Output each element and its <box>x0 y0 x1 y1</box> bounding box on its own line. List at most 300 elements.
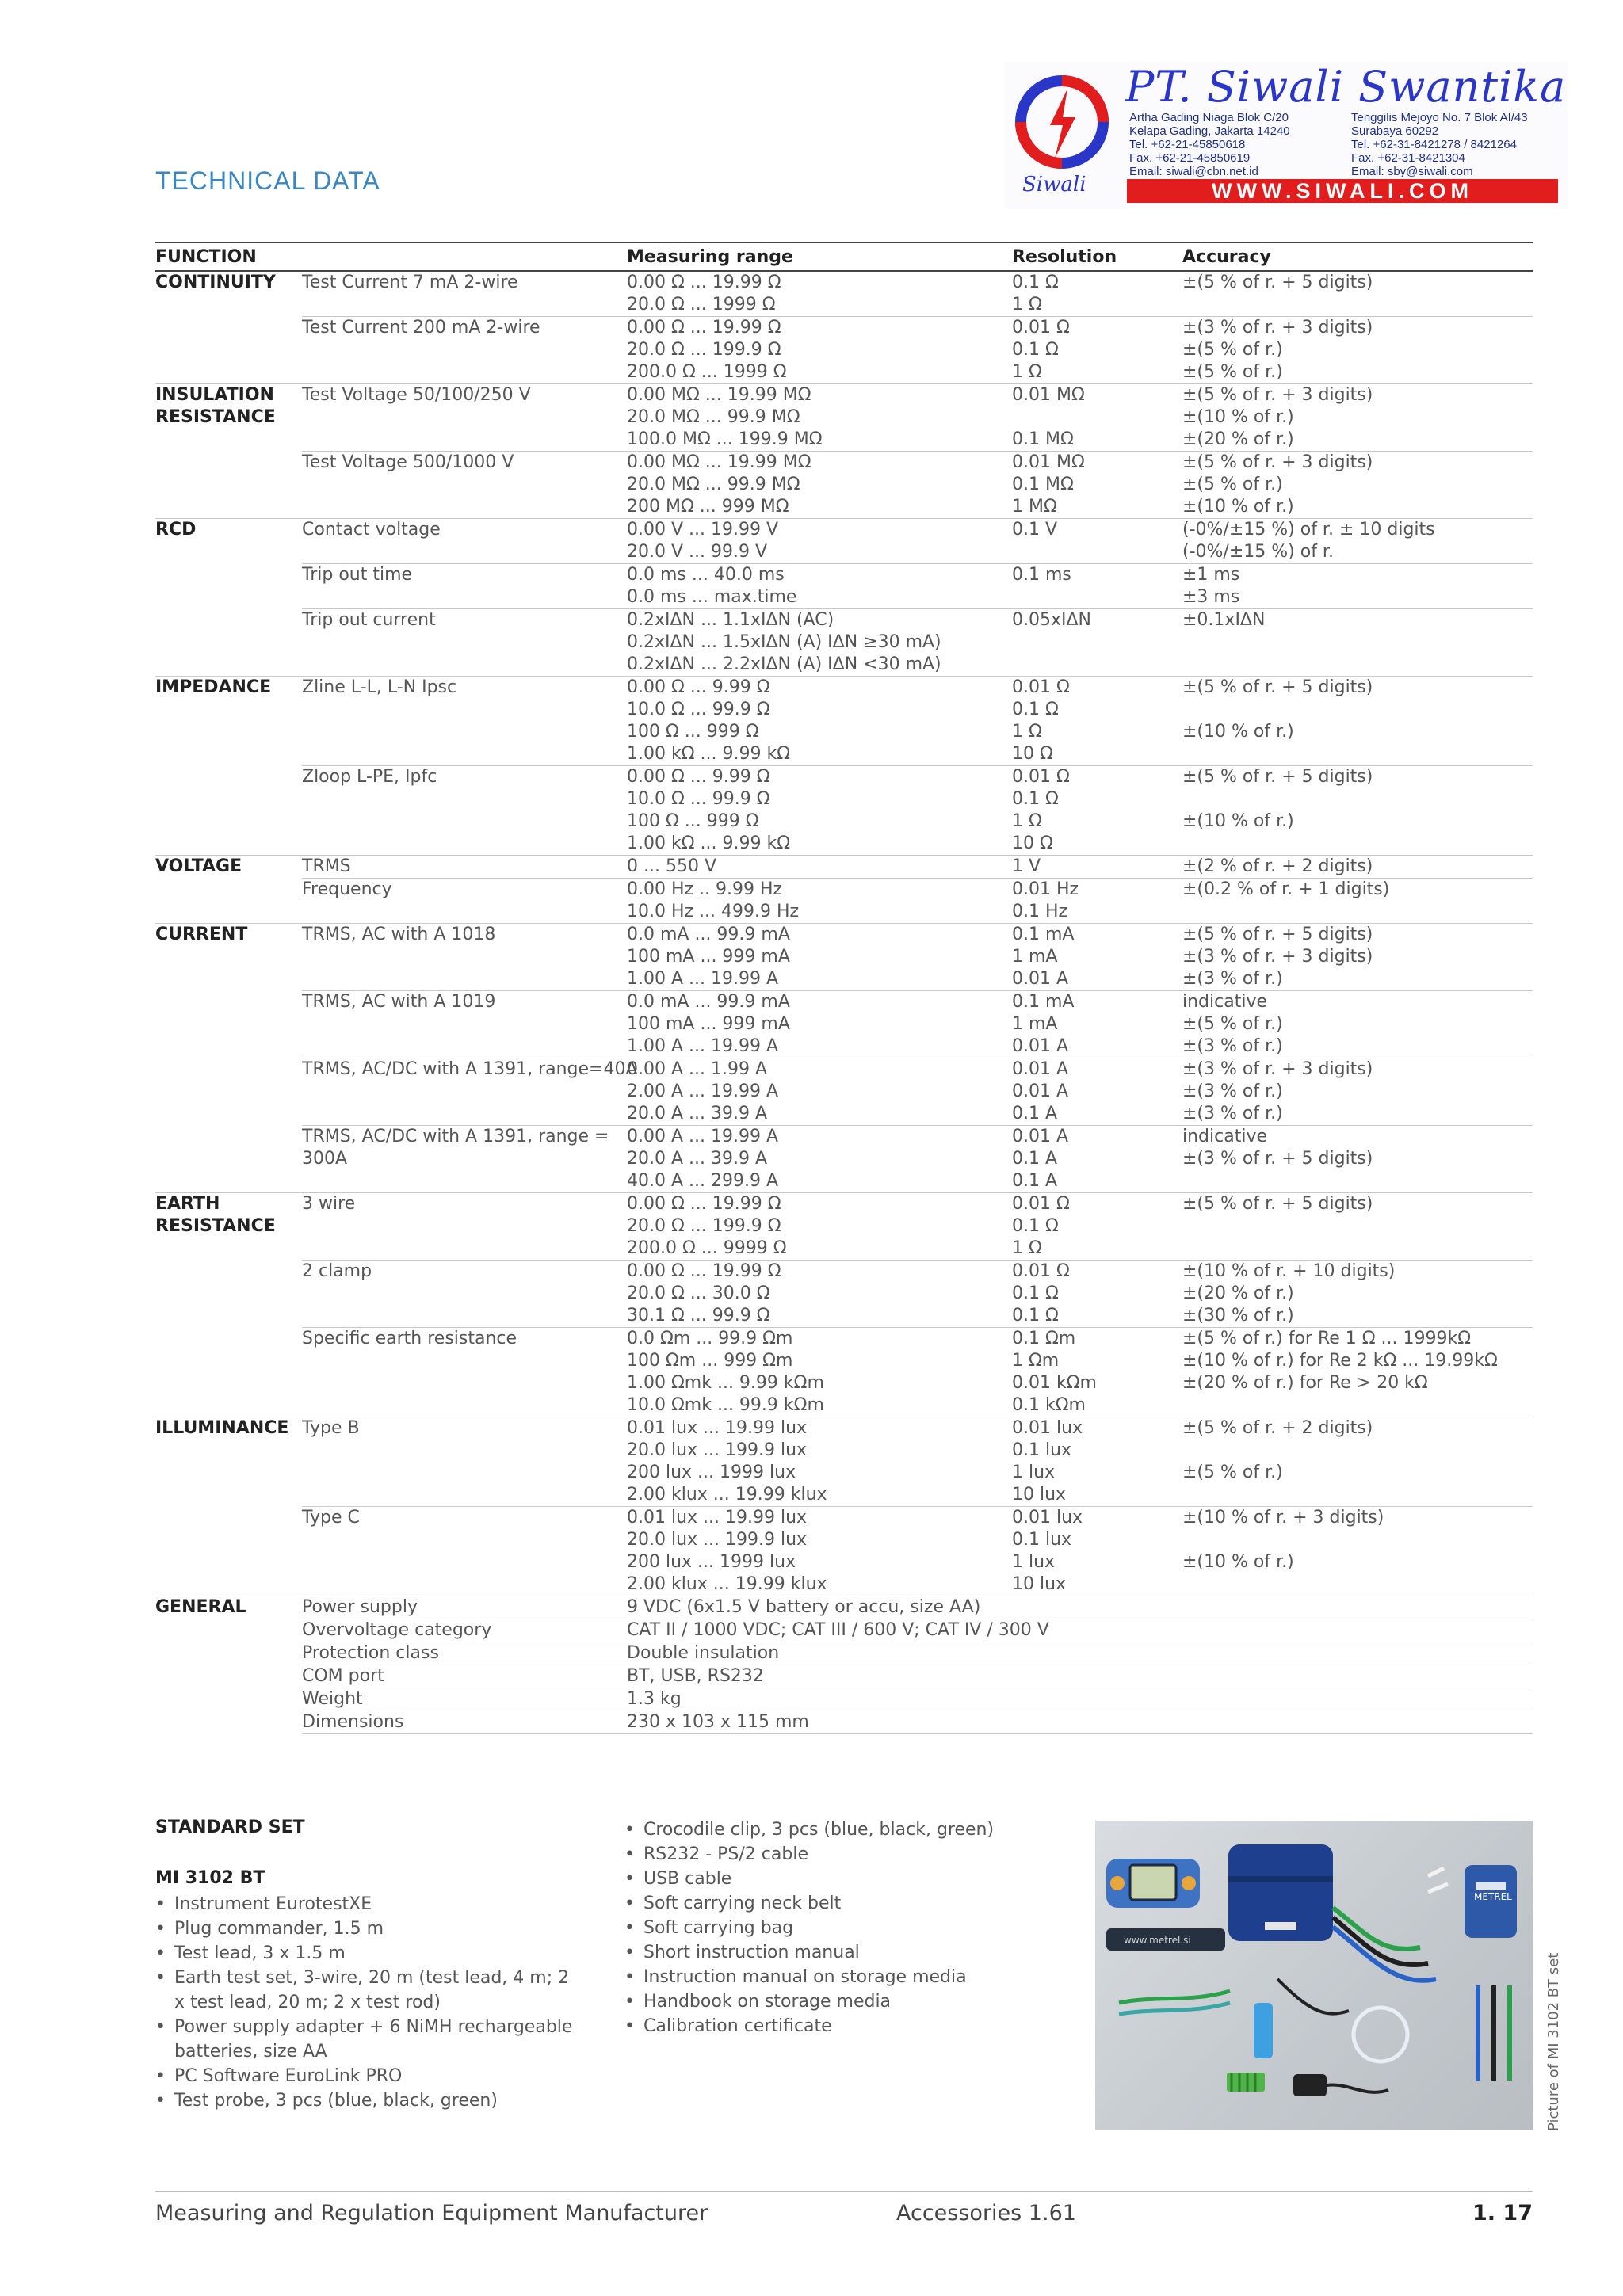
range-line: 20.0 MΩ ... 99.9 MΩ <box>627 407 800 427</box>
range-line: 0.00 MΩ ... 19.99 MΩ <box>627 452 812 472</box>
range-line: 2.00 klux ... 19.99 klux <box>627 1485 827 1505</box>
accuracy-line: ±(5 % of r.) <box>1182 1014 1283 1034</box>
table-row <box>155 1126 1533 1193</box>
accuracy-line: ±(5 % of r. + 2 digits) <box>1182 1418 1373 1438</box>
resolution-line: 1 Ω <box>1012 1238 1042 1258</box>
list-item: • Soft carrying bag <box>624 1916 1068 1940</box>
model-title: MI 3102 BT <box>155 1868 265 1888</box>
range-line: 100 Ωm ... 999 Ωm <box>627 1351 793 1371</box>
resolution-line: 10 lux <box>1012 1574 1067 1594</box>
parameter-line: Zloop L-PE, Ipfc <box>302 767 437 787</box>
resolution-cell <box>1012 1417 1182 1507</box>
function-group <box>155 1688 302 1711</box>
range-line: 0.00 Ω ... 9.99 Ω <box>627 767 770 787</box>
function-group-word: ILLUMINANCE <box>155 1418 289 1438</box>
function-group <box>155 271 302 317</box>
resolution-line: 10 lux <box>1012 1485 1067 1505</box>
resolution-line: 0.01 A <box>1012 1127 1069 1146</box>
parameter-cell <box>302 856 627 879</box>
range-line: 20.0 lux ... 199.9 lux <box>627 1530 808 1550</box>
resolution-cell <box>1012 991 1182 1058</box>
general-row <box>155 1665 1533 1688</box>
accuracy-cell <box>1182 271 1533 317</box>
list-item: • Plug commander, 1.5 m <box>155 1917 583 1941</box>
resolution-line: 0.1 Ω <box>1012 1283 1059 1303</box>
range-line: 0.0 mA ... 99.9 mA <box>627 925 790 944</box>
resolution-line: 0.01 A <box>1012 1081 1069 1101</box>
parameter-line: Zline L-L, L-N Ipsc <box>302 677 457 697</box>
resolution-line: 0.01 Ω <box>1012 1261 1070 1281</box>
parameter-cell <box>302 1328 627 1417</box>
range-line: 2.00 klux ... 19.99 klux <box>627 1574 827 1594</box>
range-cell <box>627 1193 1012 1261</box>
resolution-line: 1 mA <box>1012 947 1058 967</box>
range-line: 200.0 Ω ... 9999 Ω <box>627 1238 787 1258</box>
accuracy-line: ±(3 % of r.) <box>1182 969 1283 989</box>
resolution-line: 0.1 A <box>1012 1149 1058 1169</box>
function-group <box>155 1261 302 1328</box>
resolution-line <box>1012 631 1182 654</box>
table-row <box>155 1328 1533 1417</box>
company-logo-icon <box>1010 73 1113 176</box>
accuracy-cell <box>1182 609 1533 677</box>
table-row <box>155 924 1533 991</box>
function-group-word: RESISTANCE <box>155 407 276 427</box>
resolution-line: 1 Ω <box>1012 295 1042 315</box>
parameter-cell <box>302 1507 627 1596</box>
accuracy-line: ±(10 % of r.) <box>1182 811 1294 831</box>
accuracy-cell <box>1182 991 1533 1058</box>
accuracy-cell <box>1182 1193 1533 1261</box>
accuracy-cell <box>1182 384 1533 452</box>
range-cell <box>627 384 1012 452</box>
accuracy-line: ±(20 % of r.) for Re > 20 kΩ <box>1182 1373 1428 1393</box>
company-name: PT. Siwali Swantika <box>1125 62 1567 112</box>
range-line: 20.0 A ... 39.9 A <box>627 1149 768 1169</box>
table-row <box>155 519 1533 564</box>
function-group-word: EARTH <box>155 1194 220 1214</box>
parameter-cell <box>302 452 627 519</box>
parameter-line: Test Current 7 mA 2-wire <box>302 273 518 292</box>
range-cell <box>627 1261 1012 1328</box>
resolution-line <box>1012 406 1182 429</box>
range-cell <box>627 856 1012 879</box>
accuracy-line: ±(3 % of r. + 3 digits) <box>1182 318 1373 338</box>
table-header-row <box>155 242 1533 271</box>
accuracy-cell <box>1182 564 1533 609</box>
function-group <box>155 1507 302 1596</box>
parameter-line: Frequency <box>302 879 392 899</box>
resolution-line: 0.1 MΩ <box>1012 429 1074 449</box>
range-line: 0.2xIΔN ... 1.1xIΔN (AC) <box>627 610 834 630</box>
accuracy-line <box>1182 1573 1533 1596</box>
range-cell <box>627 452 1012 519</box>
range-cell <box>627 519 1012 564</box>
accuracy-cell <box>1182 677 1533 766</box>
resolution-line: 0.01 lux <box>1012 1418 1083 1438</box>
resolution-line: 0.01 lux <box>1012 1508 1083 1527</box>
accuracy-cell <box>1182 1328 1533 1417</box>
range-line: 10.0 Ω ... 99.9 Ω <box>627 789 770 809</box>
resolution-cell <box>1012 1507 1182 1596</box>
resolution-cell <box>1012 1193 1182 1261</box>
function-group <box>155 677 302 766</box>
list-item: • USB cable <box>624 1867 1068 1891</box>
accuracy-line: ±(5 % of r. + 3 digits) <box>1182 452 1373 472</box>
table-row <box>155 1193 1533 1261</box>
parameter-line: Specific earth resistance <box>302 1329 517 1348</box>
general-value: 9 VDC (6x1.5 V battery or accu, size AA) <box>627 1596 1533 1619</box>
range-line: 0.0 mA ... 99.9 mA <box>627 992 790 1012</box>
general-value: 230 x 103 x 115 mm <box>627 1711 1533 1734</box>
range-line: 1.00 A ... 19.99 A <box>627 1036 779 1056</box>
accuracy-cell <box>1182 317 1533 384</box>
range-line: 0.00 Ω ... 19.99 Ω <box>627 1194 781 1214</box>
accuracy-line <box>1182 1440 1533 1462</box>
resolution-line: 1 mA <box>1012 1014 1058 1034</box>
range-line: 1.00 kΩ ... 9.99 kΩ <box>627 744 791 764</box>
resolution-line: 10 Ω <box>1012 833 1053 853</box>
range-cell <box>627 991 1012 1058</box>
parameter-cell <box>302 519 627 564</box>
list-item: • Calibration certificate <box>624 2014 1068 2039</box>
accuracy-line: ±(3 % of r. + 3 digits) <box>1182 947 1373 967</box>
resolution-cell <box>1012 1126 1182 1193</box>
parameter-line: Type B <box>302 1418 360 1438</box>
range-line: 0.00 A ... 1.99 A <box>627 1059 768 1079</box>
resolution-line: 0.1 A <box>1012 1171 1058 1191</box>
general-label: COM port <box>302 1665 627 1688</box>
col-header-parameter <box>302 242 627 271</box>
website-banner[interactable]: WWW.SIWALI.COM <box>1127 179 1558 203</box>
general-label: Protection class <box>302 1642 627 1665</box>
product-set-photo <box>1095 1821 1533 2130</box>
general-label: Weight <box>302 1688 627 1711</box>
range-line: 20.0 lux ... 199.9 lux <box>627 1440 808 1460</box>
accuracy-line <box>1182 833 1533 855</box>
resolution-cell <box>1012 271 1182 317</box>
table-row <box>155 384 1533 452</box>
range-line: 200 MΩ ... 999 MΩ <box>627 497 789 517</box>
accuracy-line: indicative <box>1182 992 1268 1012</box>
resolution-line <box>1012 541 1182 563</box>
table-row <box>155 1261 1533 1328</box>
accuracy-line: ±(10 % of r.) <box>1182 407 1294 427</box>
range-line: 0.0 Ωm ... 99.9 Ωm <box>627 1329 793 1348</box>
range-line: 0.00 Ω ... 19.99 Ω <box>627 318 781 338</box>
parameter-line: Contact voltage <box>302 520 441 540</box>
function-group <box>155 924 302 991</box>
function-group <box>155 519 302 564</box>
accuracy-cell <box>1182 1058 1533 1126</box>
accuracy-cell <box>1182 924 1533 991</box>
resolution-line: 0.01 Ω <box>1012 767 1070 787</box>
table-row <box>155 1058 1533 1126</box>
resolution-line <box>1012 586 1182 608</box>
function-group <box>155 879 302 924</box>
function-group <box>155 1193 302 1261</box>
resolution-line: 0.01 Ω <box>1012 677 1070 697</box>
range-cell <box>627 317 1012 384</box>
parameter-cell <box>302 924 627 991</box>
list-item: • PC Software EuroLink PRO <box>155 2064 583 2088</box>
range-line: 100 mA ... 999 mA <box>627 947 790 967</box>
resolution-cell <box>1012 856 1182 879</box>
table-row <box>155 609 1533 677</box>
general-label: Overvoltage category <box>302 1619 627 1642</box>
accuracy-line: ±(10 % of r.) <box>1182 497 1294 517</box>
parameter-cell <box>302 1126 627 1193</box>
standard-set-list-left <box>155 1892 583 2113</box>
range-line: 20.0 Ω ... 30.0 Ω <box>627 1283 770 1303</box>
resolution-cell <box>1012 564 1182 609</box>
range-line: 0.01 lux ... 19.99 lux <box>627 1418 808 1438</box>
resolution-line: 0.1 Ω <box>1012 1306 1059 1325</box>
accuracy-line: ±(5 % of r. + 5 digits) <box>1182 767 1373 787</box>
accuracy-line <box>1182 631 1533 654</box>
range-cell <box>627 1328 1012 1417</box>
accuracy-line <box>1182 743 1533 765</box>
range-line: 0.0 ms ... 40.0 ms <box>627 565 785 585</box>
function-group <box>155 1058 302 1126</box>
photo-brand-web-text: www.metrel.si <box>1124 1935 1191 1946</box>
range-line: 0.00 MΩ ... 19.99 MΩ <box>627 385 812 405</box>
resolution-line <box>1012 654 1182 676</box>
resolution-line: 0.1 MΩ <box>1012 475 1074 494</box>
list-item: • Test lead, 3 x 1.5 m <box>155 1941 583 1966</box>
range-line: 30.1 Ω ... 99.9 Ω <box>627 1306 770 1325</box>
range-line: 20.0 Ω ... 1999 Ω <box>627 295 776 315</box>
function-group-word: CURRENT <box>155 925 248 944</box>
resolution-line: 0.1 Ω <box>1012 700 1059 719</box>
accuracy-line: ±1 ms <box>1182 565 1240 585</box>
list-item: • Earth test set, 3-wire, 20 m (test lead, 4 m; 2 x test lead, 20 m; 2 x test rod) <box>155 1966 583 2015</box>
range-line: 20.0 MΩ ... 99.9 MΩ <box>627 475 800 494</box>
range-line: 0.0 ms ... max.time <box>627 587 797 607</box>
photo-bag-brand-text: METREL <box>1474 1891 1512 1902</box>
resolution-line: 0.05xIΔN <box>1012 610 1091 630</box>
accuracy-line: ±(5 % of r.) <box>1182 362 1283 382</box>
resolution-line: 1 MΩ <box>1012 497 1057 517</box>
accuracy-line: ±(5 % of r. + 5 digits) <box>1182 273 1373 292</box>
accuracy-line: ±(20 % of r.) <box>1182 429 1294 449</box>
range-line: 200 lux ... 1999 lux <box>627 1552 796 1572</box>
range-line: 0 ... 550 V <box>627 856 716 876</box>
col-header-range: Measuring range <box>627 242 1012 271</box>
function-group <box>155 317 302 384</box>
list-item: • Instruction manual on storage media <box>624 1965 1068 1989</box>
resolution-line: 0.1 Ω <box>1012 340 1059 360</box>
resolution-line: 0.1 mA <box>1012 925 1075 944</box>
accuracy-cell <box>1182 1417 1533 1507</box>
resolution-line: 0.1 lux <box>1012 1440 1072 1460</box>
range-line: 1.00 kΩ ... 9.99 kΩ <box>627 833 791 853</box>
parameter-cell <box>302 317 627 384</box>
function-group <box>155 1417 302 1507</box>
table-row <box>155 879 1533 924</box>
range-line: 10.0 Ω ... 99.9 Ω <box>627 700 770 719</box>
function-group: GENERAL <box>155 1596 302 1619</box>
resolution-cell <box>1012 766 1182 856</box>
accuracy-line: ±(30 % of r.) <box>1182 1306 1294 1325</box>
accuracy-line <box>1182 699 1533 721</box>
resolution-cell <box>1012 519 1182 564</box>
accuracy-line: ±(5 % of r. + 5 digits) <box>1182 677 1373 697</box>
function-group-word: INSULATION <box>155 385 274 405</box>
range-cell <box>627 1417 1012 1507</box>
general-row <box>155 1688 1533 1711</box>
table-row <box>155 991 1533 1058</box>
parameter-cell <box>302 609 627 677</box>
accuracy-line <box>1182 1238 1533 1260</box>
accuracy-line: ±(3 % of r. + 5 digits) <box>1182 1149 1373 1169</box>
general-label: Power supply <box>302 1596 627 1619</box>
general-value: 1.3 kg <box>627 1688 1533 1711</box>
standard-set-list-right <box>624 1817 1068 2039</box>
table-row <box>155 856 1533 879</box>
range-line: 200.0 Ω ... 1999 Ω <box>627 362 787 382</box>
resolution-line: 0.01 Ω <box>1012 1194 1070 1214</box>
parameter-line: TRMS, AC with A 1018 <box>302 925 496 944</box>
resolution-line: 0.1 mA <box>1012 992 1075 1012</box>
accuracy-line <box>1182 1529 1533 1551</box>
function-group <box>155 384 302 452</box>
accuracy-line <box>1182 1215 1533 1238</box>
accuracy-line: ±(20 % of r.) <box>1182 1283 1294 1303</box>
resolution-line: 0.1 kΩm <box>1012 1395 1086 1415</box>
address-jakarta: Artha Gading Niaga Blok C/20 Kelapa Gading, Jakarta 14240 Tel. +62-21-45850618 Fax. +62-21-45850619 Email: siwali@cbn.net.id <box>1129 111 1290 178</box>
accuracy-line <box>1182 1170 1533 1192</box>
general-value: CAT II / 1000 VDC; CAT III / 600 V; CAT IV / 300 V <box>627 1619 1533 1642</box>
page-number: 1. 17 <box>1472 2201 1533 2225</box>
resolution-line: 0.01 MΩ <box>1012 452 1085 472</box>
function-group <box>155 452 302 519</box>
footer-section: Accessories 1.61 <box>896 2201 1076 2225</box>
technical-data-table <box>155 242 1533 1734</box>
parameter-cell <box>302 677 627 766</box>
accuracy-line: ±(3 % of r.) <box>1182 1036 1283 1056</box>
accuracy-line: ±(10 % of r. + 3 digits) <box>1182 1508 1384 1527</box>
range-line: 20.0 V ... 99.9 V <box>627 542 768 562</box>
function-group <box>155 609 302 677</box>
list-item: • Soft carrying neck belt <box>624 1891 1068 1916</box>
resolution-line: 1 Ω <box>1012 362 1042 382</box>
accuracy-cell <box>1182 856 1533 879</box>
accuracy-line <box>1182 788 1533 810</box>
accuracy-line: ±(0.2 % of r. + 1 digits) <box>1182 879 1390 899</box>
general-value: Double insulation <box>627 1642 1533 1665</box>
accuracy-line: ±(10 % of r. + 10 digits) <box>1182 1261 1396 1281</box>
accuracy-line: (-0%/±15 %) of r. <box>1182 542 1334 562</box>
range-cell <box>627 879 1012 924</box>
resolution-cell <box>1012 452 1182 519</box>
table-row <box>155 452 1533 519</box>
parameter-line: Test Current 200 mA 2-wire <box>302 318 540 338</box>
accuracy-line: ±(5 % of r. + 3 digits) <box>1182 385 1373 405</box>
function-group <box>155 856 302 879</box>
range-line: 100 Ω ... 999 Ω <box>627 722 759 742</box>
table-row <box>155 317 1533 384</box>
list-item: • Test probe, 3 pcs (blue, black, green) <box>155 2088 583 2113</box>
range-line: 0.2xIΔN ... 1.5xIΔN (A) IΔN ≥30 mA) <box>627 632 941 652</box>
function-group-word: RCD <box>155 520 197 540</box>
resolution-cell <box>1012 1261 1182 1328</box>
accuracy-line: ±(5 % of r. + 5 digits) <box>1182 1194 1373 1214</box>
resolution-line: 0.1 Ωm <box>1012 1329 1076 1348</box>
resolution-line: 0.01 MΩ <box>1012 385 1085 405</box>
accuracy-cell <box>1182 1126 1533 1193</box>
accuracy-line: (-0%/±15 %) of r. ± 10 digits <box>1182 520 1435 540</box>
table-row <box>155 1417 1533 1507</box>
range-line: 10.0 Ωmk ... 99.9 kΩm <box>627 1395 824 1415</box>
range-line: 2.00 A ... 19.99 A <box>627 1081 779 1101</box>
general-value: BT, USB, RS232 <box>627 1665 1533 1688</box>
range-line: 40.0 A ... 299.9 A <box>627 1171 779 1191</box>
range-line: 0.00 Ω ... 19.99 Ω <box>627 273 781 292</box>
accuracy-line: ±(10 % of r.) for Re 2 kΩ ... 19.99kΩ <box>1182 1351 1498 1371</box>
resolution-line: 0.01 Hz <box>1012 879 1079 899</box>
resolution-line: 0.1 Ω <box>1012 273 1059 292</box>
range-line: 0.00 V ... 19.99 V <box>627 520 779 540</box>
list-item: • Instrument EurotestXE <box>155 1892 583 1917</box>
function-group-word: VOLTAGE <box>155 856 242 876</box>
col-header-accuracy: Accuracy <box>1182 242 1533 271</box>
parameter-cell <box>302 564 627 609</box>
parameter-line: TRMS <box>302 856 351 876</box>
accuracy-cell <box>1182 1261 1533 1328</box>
resolution-line: 0.01 A <box>1012 1059 1069 1079</box>
accuracy-line <box>1182 1484 1533 1506</box>
parameter-cell <box>302 1261 627 1328</box>
resolution-line: 0.1 Ω <box>1012 789 1059 809</box>
function-group <box>155 1711 302 1734</box>
range-line: 1.00 A ... 19.99 A <box>627 969 779 989</box>
accuracy-line: ±(5 % of r.) <box>1182 475 1283 494</box>
resolution-line: 0.1 V <box>1012 520 1058 540</box>
resolution-line: 1 Ω <box>1012 722 1042 742</box>
resolution-cell <box>1012 1328 1182 1417</box>
range-cell <box>627 924 1012 991</box>
resolution-line: 1 lux <box>1012 1463 1056 1482</box>
list-item: • Power supply adapter + 6 NiMH rechargeable batteries, size AA <box>155 2015 583 2064</box>
function-group <box>155 564 302 609</box>
range-cell <box>627 271 1012 317</box>
accuracy-cell <box>1182 519 1533 564</box>
accuracy-cell <box>1182 766 1533 856</box>
resolution-cell <box>1012 384 1182 452</box>
accuracy-line <box>1182 1394 1533 1417</box>
resolution-line: 0.1 lux <box>1012 1530 1072 1550</box>
accuracy-line: ±(5 % of r.) for Re 1 Ω ... 1999kΩ <box>1182 1329 1472 1348</box>
range-cell <box>627 1126 1012 1193</box>
accuracy-cell <box>1182 452 1533 519</box>
general-row <box>155 1619 1533 1642</box>
range-line: 0.00 Ω ... 9.99 Ω <box>627 677 770 697</box>
col-header-function: FUNCTION <box>155 242 302 271</box>
range-line: 10.0 Hz ... 499.9 Hz <box>627 902 800 921</box>
footer-tagline: Measuring and Regulation Equipment Manufacturer <box>155 2201 708 2225</box>
list-item: • RS232 - PS/2 cable <box>624 1842 1068 1867</box>
function-group <box>155 766 302 856</box>
accuracy-line: ±(3 % of r. + 3 digits) <box>1182 1059 1373 1079</box>
range-cell <box>627 677 1012 766</box>
list-item: • Short instruction manual <box>624 1940 1068 1965</box>
footer-divider <box>155 2191 1533 2192</box>
accuracy-line: ±(10 % of r.) <box>1182 722 1294 742</box>
table-row <box>155 271 1533 317</box>
logo-script-text: Siwali <box>1022 173 1086 196</box>
range-line: 0.01 lux ... 19.99 lux <box>627 1508 808 1527</box>
